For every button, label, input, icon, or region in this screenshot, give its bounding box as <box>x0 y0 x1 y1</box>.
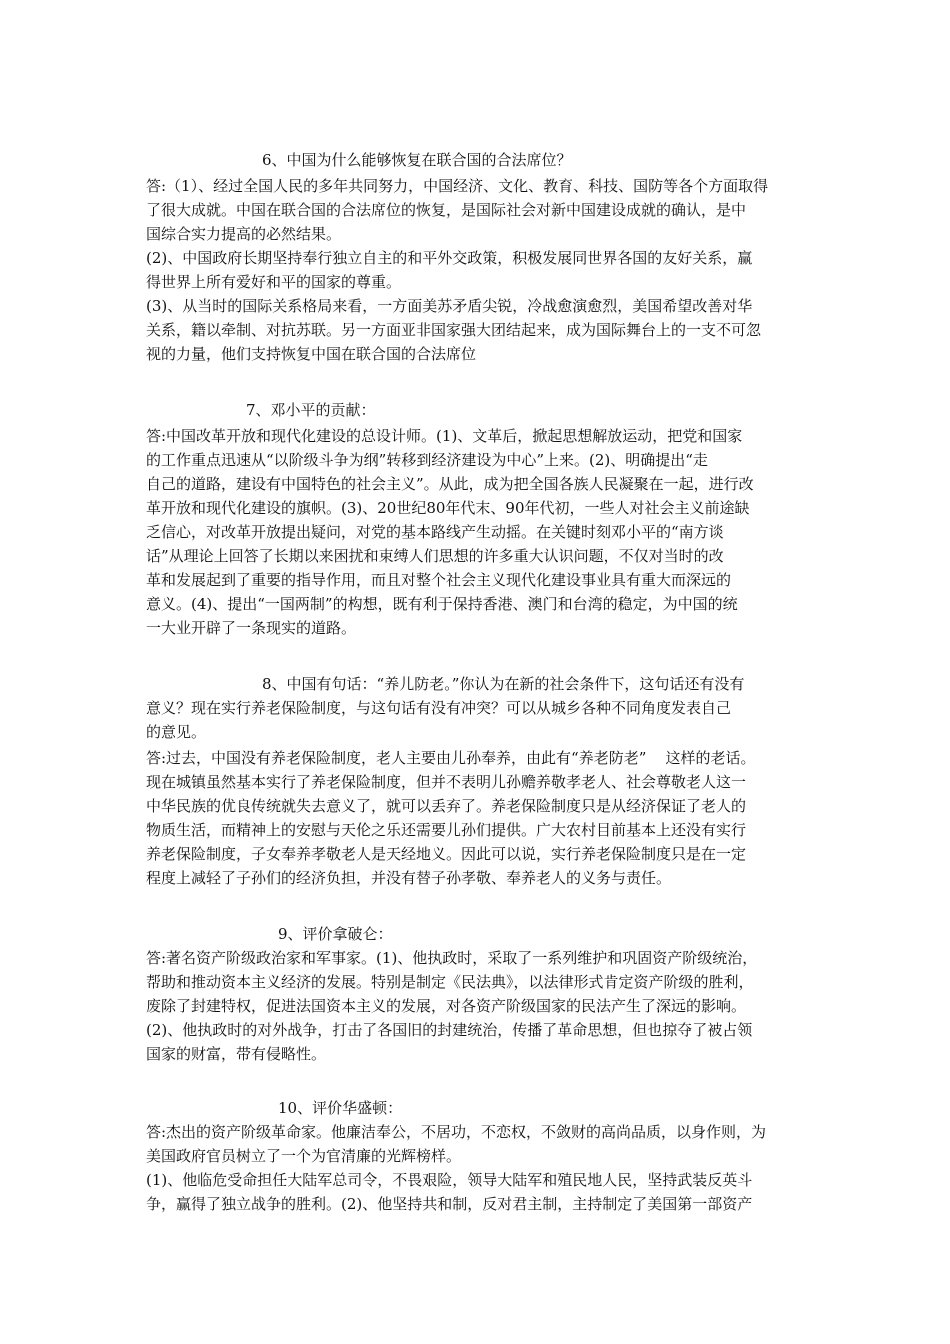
question-7: 7、邓小平的贡献： <box>246 401 376 419</box>
answer-line: (3)、从当时的国际关系格局来看，一方面美苏矛盾尖锐，冷战愈演愈烈，美国希望改善对华 <box>146 297 753 315</box>
section-6 <box>146 148 810 172</box>
answer-line: (1)、他临危受命担任大陆军总司令，不畏艰险，领导大陆军和殖民地人民，坚持武装反英斗 <box>146 1171 753 1189</box>
section-8 <box>146 672 810 744</box>
question-10: 10、评价华盛顿： <box>278 1099 403 1117</box>
question-6: 6、中国为什么能够恢复在联合国的合法席位？ <box>262 151 572 169</box>
section-9 <box>146 922 810 946</box>
answer-line: 帮助和推动资本主义经济的发展。特别是制定《民法典》，以法律形式肯定资产阶级的胜利， <box>146 973 754 991</box>
answer-line: 答:杰出的资产阶级革命家。他廉洁奉公，不居功，不恋权，不敛财的高尚品质，以身作则，为 <box>146 1123 767 1141</box>
answer-line: 一大业开辟了一条现实的道路。 <box>146 619 357 637</box>
answer-line: 养老保险制度，子女奉养孝敬老人是天经地义。因此可以说，实行养老保险制度只是在一定 <box>146 845 747 863</box>
answer-line: 中华民族的优良传统就失去意义了，就可以丢弃了。养老保险制度只是从经济保证了老人的 <box>146 797 747 815</box>
answer-line: 了很大成就。中国在联合国的合法席位的恢复，是国际社会对新中国建设成就的确认，是中 <box>146 201 747 219</box>
question-8-line: 的意见。 <box>146 723 207 741</box>
answer-line: 视的力量，他们支持恢复中国在联合国的合法席位 <box>146 345 477 363</box>
answer-10 <box>146 1120 810 1216</box>
answer-6 <box>146 174 810 366</box>
section-10 <box>146 1096 810 1120</box>
question-8-line: 8、中国有句话：“养儿防老。”你认为在新的社会条件下，这句话还有没有 <box>262 675 745 693</box>
answer-9 <box>146 946 810 1066</box>
answer-line: 答:过去，中国没有养老保险制度，老人主要由儿孙奉养，由此有“养老防老” 这样的老话。 <box>146 749 756 767</box>
answer-line: 现在城镇虽然基本实行了养老保险制度，但并不表明儿孙赡养敬孝老人、社会尊敬老人这一 <box>146 773 747 791</box>
answer-line: 程度上减轻了子孙们的经济负担，并没有替子孙孝敬、奉养老人的义务与责任。 <box>146 869 672 887</box>
answer-line: 关系，籍以牵制、对抗苏联。另一方面亚非国家强大团结起来，成为国际舞台上的一支不可忽 <box>146 321 762 339</box>
answer-line: 物质生活，而精神上的安慰与天伦之乐还需要儿孙们提供。广大农村目前基本上还没有实行 <box>146 821 747 839</box>
answer-line: (2)、中国政府长期坚持奉行独立自主的和平外交政策，积极发展同世界各国的友好关系，赢 <box>146 249 753 267</box>
answer-line: 答:中国改革开放和现代化建设的总设计师。(1)、文革后，掀起思想解放运动，把党和国家 <box>146 427 743 445</box>
answer-line: 答:著名资产阶级政治家和军事家。(1)、他执政时，采取了一系列维护和巩固资产阶级统治， <box>146 949 758 967</box>
answer-line: 自己的道路，建设有中国特色的社会主义”。从此，成为把全国各族人民凝聚在一起，进行改 <box>146 475 754 493</box>
question-9: 9、评价拿破仑： <box>278 925 393 943</box>
question-8-line: 意义？现在实行养老保险制度，与这句话有没有冲突？可以从城乡各种不同角度发表自己 <box>146 699 732 717</box>
answer-line: 国家的财富，带有侵略性。 <box>146 1045 327 1063</box>
answer-line: 国综合实力提高的必然结果。 <box>146 225 342 243</box>
answer-line: (2)、他执政时的对外战争，打击了各国旧的封建统治，传播了革命思想，但也掠夺了被占领 <box>146 1021 753 1039</box>
answer-line: 废除了封建特权，促进法国资本主义的发展，对各资产阶级国家的民法产生了深远的影响。 <box>146 997 747 1015</box>
answer-line: 争，赢得了独立战争的胜利。(2)、他坚持共和制，反对君主制，主持制定了美国第一部资产 <box>146 1195 753 1213</box>
answer-line: 乏信心，对改革开放提出疑问，对党的基本路线产生动摇。在关键时刻邓小平的“南方谈 <box>146 523 724 541</box>
answer-8 <box>146 746 810 890</box>
section-7 <box>146 398 810 422</box>
answer-line: 意义。(4)、提出“一国两制”的构想，既有利于保持香港、澳门和台湾的稳定，为中国的统 <box>146 595 738 613</box>
answer-line: 革和发展起到了重要的指导作用，而且对整个社会主义现代化建设事业具有重大而深远的 <box>146 571 732 589</box>
answer-7 <box>146 424 810 640</box>
answer-line: 话”从理论上回答了长期以来困扰和束缚人们思想的许多重大认识问题，不仅对当时的改 <box>146 547 724 565</box>
answer-line: 得世界上所有爱好和平的国家的尊重。 <box>146 273 402 291</box>
answer-line: 美国政府官员树立了一个为官清廉的光辉榜样。 <box>146 1147 462 1165</box>
answer-line: 的工作重点迅速从“以阶级斗争为纲”转移到经济建设为中心”上来。(2)、明确提出“走 <box>146 451 708 469</box>
answer-line: 答:（1）、经过全国人民的多年共同努力，中国经济、文化、教育、科技、国防等各个方面取得 <box>146 177 769 195</box>
answer-line: 革开放和现代化建设的旗帜。(3)、20世纪80年代末、90年代初，一些人对社会主义前途缺 <box>146 499 750 517</box>
